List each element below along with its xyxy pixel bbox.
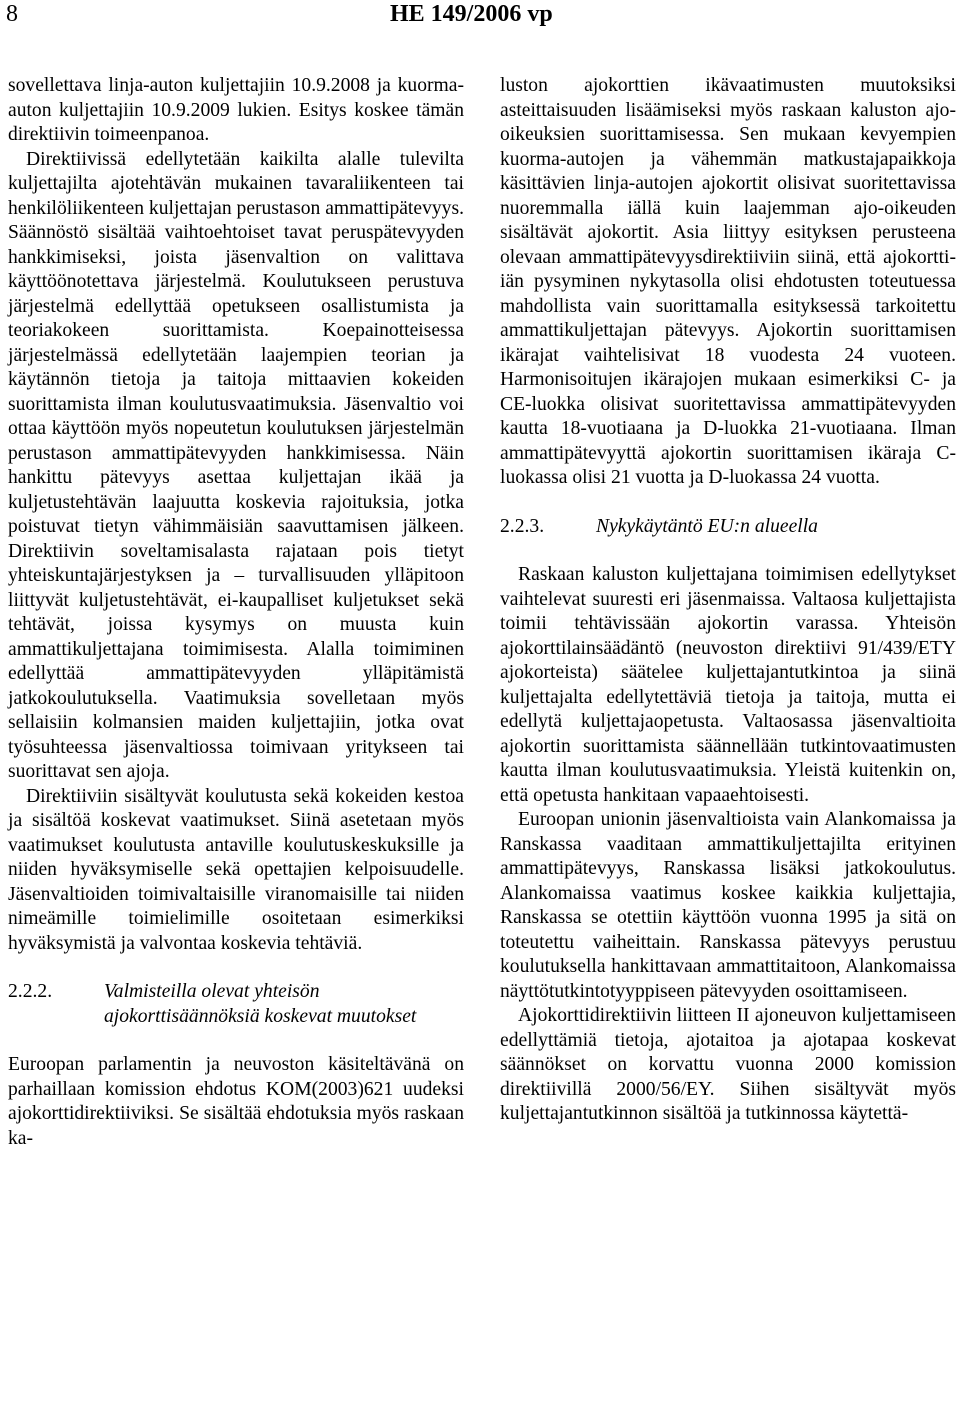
section-heading bbox=[500, 515, 956, 540]
spacer bbox=[8, 1029, 464, 1053]
section-number: 2.2.3. bbox=[500, 515, 545, 537]
section-title: Nykykäytäntö EU:n alueella bbox=[596, 515, 818, 537]
body-paragraph: Euroopan parlamentin ja neuvoston käsiteltävänä on parhaillaan komission ehdotus KOM(2003)621 uudeksi ajokorttidirektiiviksi. Se sisältää ehdotuksia myös raskaan ka- bbox=[8, 1054, 464, 1149]
body-paragraph: luston ajokorttien ikävaatimusten muutoksiksi asteittaisuuden lisäämiseksi myös raskaan kaluston ajo-oikeuksien suorittamisessa. Sen mukaan kevyempien kuorma-autojen ja vähemmän matkustajapaikkoja käsittävien linja-autojen ajokortit olisivat suoritettavissa nuoremmalla iällä kuin laajemman ajo-oikeuden sisältävät ajokortit. Asia liittyy esityksen perusteena olevaan ammattipätevyysdirektiiviin siinä, että ajokortti-iän pysyminen nykytasolla olisi ehdotusten toteutuessa mahdollista vain suorittamalla esityksessä tarkoitettu ammattikuljettajan pätevyys. Ajokortin suorittamisen ikärajat vaihtelisivat 18 vuodesta 24 vuoteen. Harmonisoitujen ikärajojen mukaan esimerkiksi C- ja CE-luokka olisivat suoritettavissa ammattipätevyyden kautta 18-vuotiaana ja D-luokka 21-vuotiaana. Ilman ammattipätevyyttä ajokortin suorittamisen ikäraja C-luokassa olisi 21 vuotta ja D-luokassa 24 vuotta. bbox=[500, 75, 956, 488]
body-paragraph: sovellettava linja-auton kuljettajiin 10.9.2008 ja kuorma-auton kuljettajiin 10.9.2009 lukien. Esitys koskee tämän direktiivin toimeenpanoa. bbox=[8, 75, 464, 145]
page-number: 8 bbox=[6, 1, 18, 27]
document-id: HE 149/2006 vp bbox=[390, 1, 553, 27]
body-paragraph: Ajokorttidirektiivin liitteen II ajoneuvon kuljettamiseen edellyttämiä tietoja, ajotaitoa ja ajotapaa koskevat säännökset on korvattu vuonna 2000 komission direktiivillä 2000/56/EY. Siihen sisältyvät myös kuljettajantutkinnon sisältöä ja tutkinnossa käytettä- bbox=[500, 1005, 956, 1124]
left-column bbox=[8, 74, 464, 1151]
spacer bbox=[8, 956, 464, 980]
spacer bbox=[500, 539, 956, 563]
section-number: 2.2.2. bbox=[8, 981, 53, 1002]
body-paragraph: Raskaan kaluston kuljettajana toimimisen edellytykset vaihtelevat suuresti eri jäsenmaissa. Valtaosa kuljettajista toimii tehtävissään ajokortin varassa. Yhteisön ajokorttilainsäädäntö (neuvoston direktiivi 91/439/ETY ajokorteista) säätelee kuljettajantutkintoa ja siinä kuljettajalta edellytettäviä tietoja ja taitoja, mutta ei edellytä kuljettajaopetusta. Valtaosassa jäsenvaltioita ajokortin suorittamista säännellään tutkintovaatimusten kautta ilman koulutusvaatimuksia. Yleistä kuitenkin on, että opetusta hankitaan vapaaehtoisesti. bbox=[500, 564, 956, 806]
spacer bbox=[500, 491, 956, 515]
section-title: Valmisteilla olevat yhteisön ajokorttisäännöksiä koskevat muutokset bbox=[104, 981, 417, 1027]
body-paragraph: Direktiivissä edellytetään kaikilta alalle tulevilta kuljettajilta ajotehtävän mukainen tavaraliikenteen tai henkilöliikenteen kuljettajan perustason ammattipätevyys. Säännöstö sisältää vaihtoehtoiset tavat peruspätevyyden hankkimiseksi, joista jäsenvaltion on valittava käyttöönotettava järjestelmä. Koulutukseen perustuva järjestelmä edellyttää opetukseen osallistumista ja teoriakokeen suorittamista. Koepainotteisessa järjestelmässä edellytetään laajempien teorian ja käytännön tietoja ja taitoja mittaavien kokeiden suorittamista ilman koulutusvaatimuksia. Jäsenvaltio voi ottaa käyttöön myös nopeutetun koulutuksen järjestelmän perustason ammattipätevyyden hankkimisessa. Näin hankittu pätevyys asettaa kuljettajan ikää ja kuljetustehtävän laajuutta koskevia rajoituksia, jotka poistuvat tietyn vähimmäisiän saavuttamisen jälkeen. Direktiivin soveltamisalasta rajataan pois tietyt yhteiskuntajärjestyksen ja – turvallisuuden ylläpitoon liittyvät kuljetustehtävät, ei-kaupalliset kuljetukset sekä tehtävät, joissa kysymys on muusta kuin ammattikuljettajana toimimisesta. Alalla toimiminen edellyttää ammattipätevyyden ylläpitämistä jatkokoulutuksella. Vaatimuksia sovelletaan myös sellaisiin kolmansien maiden kuljettajiin, jotka ovat työsuhteessa jäsenvaltiossa toimivaan yritykseen tai suorittavat sen ajoja. bbox=[8, 148, 464, 782]
section-heading bbox=[8, 980, 464, 1029]
body-paragraph: Direktiiviin sisältyvät koulutusta sekä kokeiden kestoa ja sisältöä koskevat vaatimukset. Siinä asetetaan myös vaatimukset koulutusta antaville koulutuskeskuksille ja niiden hyväksymiselle sekä opettajien kelpoisuudelle. Jäsenvaltioiden toimivaltaisille viranomaisille tai niiden nimeämille toimielimille osoitetaan esimerkiksi hyväksymistä ja valvontaa koskevia tehtäviä. bbox=[8, 785, 464, 954]
page-header bbox=[0, 0, 960, 32]
body-paragraph: Euroopan unionin jäsenvaltioista vain Alankomaissa ja Ranskassa vaaditaan ammattikuljettajilta erityinen ammattipätevyys, Ranskassa lisäksi jatkokoulutus. Alankomaissa vaatimus koskee kaikkia kuljettajia, Ranskassa se otettiin käyttöön vuonna 1995 ja sitä on toteutettu vaiheittain. Ranskassa pätevyys perustuu koulutuksella hankittavaan ammattitaitoon, Alankomaissa näyttötutkintotyyppiseen pätevyyden osoittamiseen. bbox=[500, 809, 956, 1002]
right-column bbox=[500, 74, 956, 1127]
